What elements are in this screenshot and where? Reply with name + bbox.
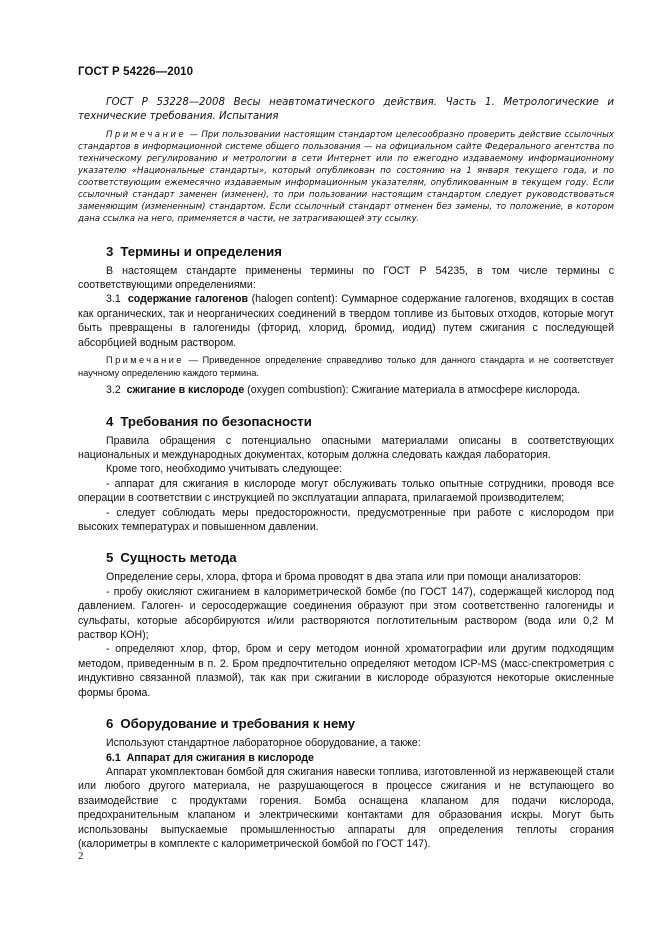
subsection-number: 6.1 [106, 751, 121, 764]
term-number: 3.1 [106, 293, 121, 306]
paragraph: Аппарат укомплектован бомбой для сжигания навески топлива, изготовленной из нержавеющей стали или любого другого материала, не разрушающегося в процессе сжигания и не вступающего во взаимодействие с продуктами горения. Бомба оснащена клапаном для подачи кислорода, предохранительным клапаном и электрическими контактами для образования искры. Могут быть использованы выпускаемые промышленностью аппараты для определения теплоты сгорания (калориметры в комплекте с калориметрической бомбой по ГОСТ 147). [78, 765, 614, 850]
term-definition: (halogen content): Суммарное содержание галогенов, входящих в состав как органических, так и неорганических соединений в твердом топливе из бытовых отходов, которые могут быть превращены в галогениды (фторид, хлорид, бромид, иодид) путем сжигания с последующей абсорбцией водным раствором. [78, 293, 614, 349]
section-3-heading [78, 244, 614, 260]
section-number: 5 [106, 550, 114, 566]
list-item: - пробу окисляют сжиганием в калориметрической бомбе (по ГОСТ 147), содержащей кислород под давлением. Галоген- и серосодержащие соединения образуют при этом соответственно галогениды и сульфаты, которые абсорбируются и/или растворяются поглотительным раствором (вода или 0,2 М раствор КОН); [78, 585, 614, 642]
page-number: 2 [78, 850, 84, 862]
normative-reference: ГОСТ Р 53228—2008 Весы неавтоматического действия. Часть 1. Метрологические и технические требования. Испытания [78, 97, 614, 123]
section-title: Требования по безопасности [120, 413, 312, 429]
section-number: 6 [106, 716, 114, 732]
subsection-6-1-heading [78, 751, 614, 765]
term-name: сжигание в кислороде [126, 384, 245, 397]
paragraph: Используют стандартное лабораторное оборудование, а также: [106, 737, 421, 750]
section-5-heading [78, 550, 614, 566]
list-item: - определяют хлор, фтор, бром и серу методом ионной хроматографии или другим подходящим методом, приведенным в п. 2. Бром предпочтительно определяют методом ICP-MS (масс-спектрометрия с индуктивно связанной плазмой), так как при сжигании в кислороде образуются некоторые окисленные формы брома. [78, 643, 614, 699]
section-number: 3 [106, 243, 114, 259]
section-title: Сущность метода [120, 550, 237, 566]
note-text: — При пользовании настоящим стандартом целесообразно проверить действие ссылочных стандартов в информационной системе общего пользования — на официальном сайте Федерального агентства по техническому регулированию и метрологии в сети Интернет или по ежегодно издаваемому информационному указателю «Национальные стандарты», который опубликован по состоянию на 1 января текущего года, и по соответствующим ежемесячно издаваемым информационным указателям, опубликованным в текущем году. Если ссылочный стандарт заменен (изменен), то при пользовании настоящим стандартом следует руководствоваться заменяющим (измененным) стандартом. Если ссылочный стандарт отменен без замены, то положение, в котором дана ссылка на него, применяется в части, не затрагивающей эту ссылку. [78, 129, 615, 225]
term-3-1 [78, 292, 614, 350]
list-item: - следует соблюдать меры предосторожности, предусмотренные при работе с кислородом при высоких температурах и повышенном давлении. [78, 506, 614, 534]
note-label: Примечание [106, 129, 187, 140]
section-6-heading [78, 716, 614, 732]
document-body [78, 96, 614, 851]
paragraph: Кроме того, необходимо учитывать следующее: [106, 463, 343, 476]
section-title: Термины и определения [120, 243, 282, 259]
section-number: 4 [106, 413, 114, 429]
list-item: - аппарат для сжигания в кислороде могут обслуживать только опытные сотрудники, проводя все операции в соответствии с инструкцией по эксплуатации аппарата, прилагаемой производителем; [78, 477, 614, 505]
section-title: Оборудование и требования к нему [120, 716, 356, 732]
section-3-intro: В настоящем стандарте применены термины по ГОСТ Р 54235, в том числе термины с соответствующими определениями: [78, 264, 614, 291]
term-number: 3.2 [106, 384, 121, 397]
paragraph: Правила обращения с потенциально опасными материалами описаны в соответствующих национальных и международных документах, которым должна следовать каждая лаборатория. [78, 434, 614, 461]
term-3-2 [78, 383, 614, 397]
section-4-heading [78, 414, 614, 430]
paragraph: Определение серы, хлора, фтора и брома проводят в два этапа или при помощи анализаторов: [106, 571, 582, 584]
term-note [78, 354, 614, 379]
note-text: — Приведенное определение справедливо только для данного стандарта и не соответствует научному определению каждого термина. [78, 355, 614, 378]
note-label: Примечание [106, 355, 184, 365]
reference-note [78, 129, 614, 226]
term-definition: (oxygen combustion): Сжигание материала в атмосфере кислорода. [244, 384, 581, 397]
term-name: содержание галогенов [127, 293, 249, 306]
document-header: ГОСТ Р 54226—2010 [78, 66, 194, 78]
subsection-title: Аппарат для сжигания в кислороде [126, 751, 314, 764]
